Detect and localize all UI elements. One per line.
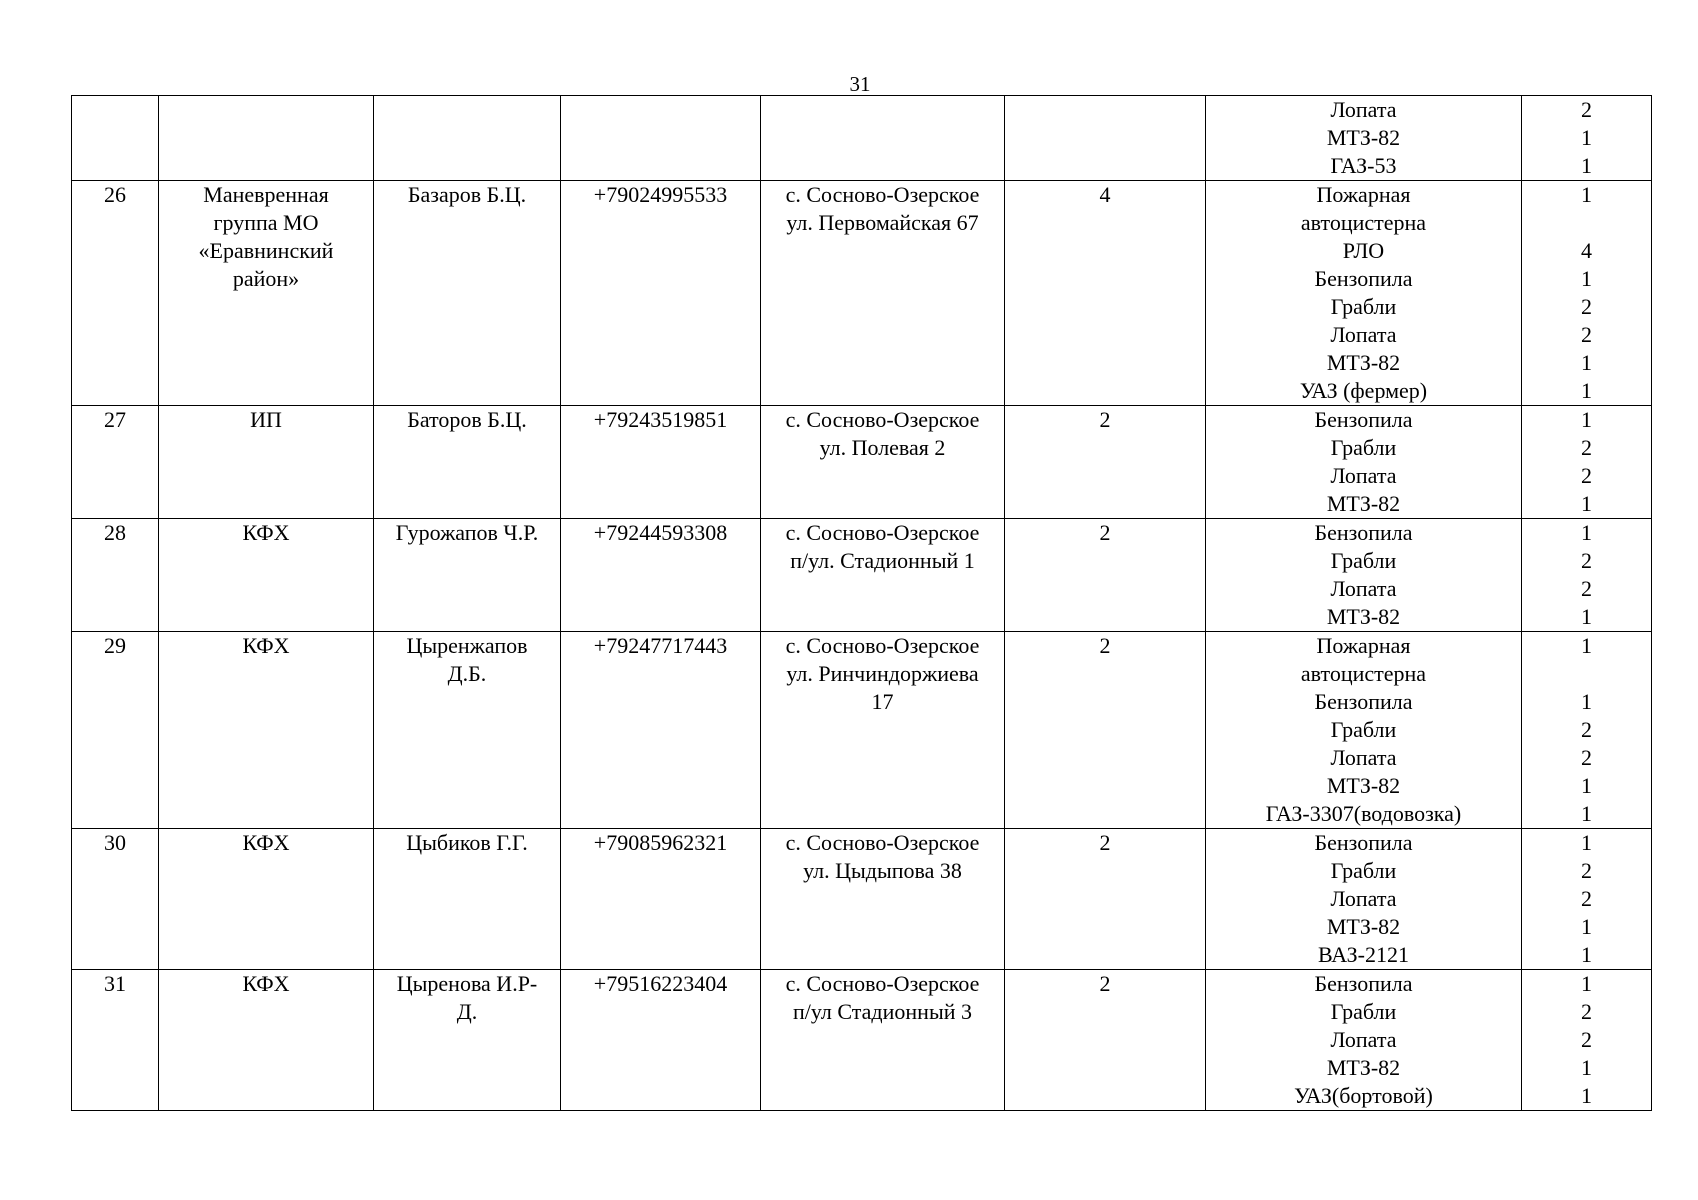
equipment-cell-line: Пожарная xyxy=(1316,633,1411,658)
equipment-cell-line: УАЗ (фермер) xyxy=(1299,378,1428,403)
personnel-count-cell xyxy=(1005,96,1206,181)
equipment-cell-line: Пожарная xyxy=(1316,182,1411,207)
quantity-cell-line: 1 xyxy=(1581,914,1592,939)
row-number-cell-line: 26 xyxy=(104,182,126,207)
equipment-cell-line: МТЗ-82 xyxy=(1326,914,1401,939)
quantity-cell-line: 2 xyxy=(1581,463,1592,488)
quantity-cell-line: 1 xyxy=(1581,633,1592,658)
quantity-cell xyxy=(1522,632,1652,829)
quantity-cell-line: 1 xyxy=(1581,520,1592,545)
row-number-cell xyxy=(72,181,159,406)
table-row xyxy=(72,970,1652,1111)
responsible-person-cell xyxy=(374,519,561,632)
responsible-person-cell xyxy=(374,96,561,181)
quantity-cell-line: 1 xyxy=(1581,266,1592,291)
quantity-cell-line: 2 xyxy=(1581,1027,1592,1052)
address-cell-line: с. Сосново-Озерское xyxy=(785,520,980,545)
organization-cell xyxy=(159,519,374,632)
equipment-cell-line: ГАЗ-3307(водовозка) xyxy=(1265,801,1462,826)
phone-cell xyxy=(561,519,761,632)
row-number-cell xyxy=(72,406,159,519)
row-number-cell-line: 28 xyxy=(104,520,126,545)
equipment-cell-line: Лопата xyxy=(1330,886,1397,911)
equipment-cell-line: МТЗ-82 xyxy=(1326,773,1401,798)
address-cell-line: п/ул Стадионный 3 xyxy=(793,999,972,1024)
quantity-cell-line: 2 xyxy=(1581,322,1592,347)
personnel-count-cell-line: 2 xyxy=(1099,971,1111,996)
equipment-cell-line: МТЗ-82 xyxy=(1326,491,1401,516)
quantity-cell xyxy=(1522,970,1652,1111)
equipment-cell-line: Грабли xyxy=(1330,435,1397,460)
address-cell-line: с. Сосново-Озерское xyxy=(785,633,980,658)
phone-cell-line: +79243519851 xyxy=(593,407,728,432)
responsible-person-cell-line: Цыбиков Г.Г. xyxy=(406,830,528,855)
address-cell-line: с. Сосново-Озерское xyxy=(785,971,980,996)
equipment-cell-line: УАЗ(бортовой) xyxy=(1294,1083,1433,1108)
personnel-count-cell-line: 2 xyxy=(1099,830,1111,855)
phone-cell-line: +79085962321 xyxy=(593,830,728,855)
equipment-cell-line: Грабли xyxy=(1330,294,1397,319)
phone-cell-line: +79247717443 xyxy=(593,633,728,658)
quantity-cell-line: 1 xyxy=(1581,942,1592,967)
equipment-cell-line: Лопата xyxy=(1330,322,1397,347)
equipment-cell-line: МТЗ-82 xyxy=(1326,604,1401,629)
equipment-cell-line: Лопата xyxy=(1330,576,1397,601)
responsible-person-cell-line: Гурожапов Ч.Р. xyxy=(395,520,539,545)
equipment-cell xyxy=(1206,519,1522,632)
organization-cell xyxy=(159,970,374,1111)
organization-cell-line: КФХ xyxy=(242,633,290,658)
responsible-person-cell xyxy=(374,181,561,406)
equipment-cell-line: Грабли xyxy=(1330,548,1397,573)
quantity-cell-line: 1 xyxy=(1581,801,1592,826)
equipment-cell-line: Бензопила xyxy=(1314,407,1413,432)
quantity-cell xyxy=(1522,829,1652,970)
quantity-cell-line xyxy=(1526,660,1647,688)
quantity-cell-line: 1 xyxy=(1581,491,1592,516)
quantity-cell-line: 1 xyxy=(1581,1055,1592,1080)
quantity-cell-line: 1 xyxy=(1581,604,1592,629)
quantity-cell-line: 2 xyxy=(1581,435,1592,460)
equipment-cell-line: МТЗ-82 xyxy=(1326,1055,1401,1080)
row-number-cell-line: 29 xyxy=(104,633,126,658)
quantity-cell-line: 2 xyxy=(1581,576,1592,601)
quantity-cell-line: 1 xyxy=(1581,773,1592,798)
equipment-cell-line: Грабли xyxy=(1330,999,1397,1024)
quantity-cell-line: 2 xyxy=(1581,294,1592,319)
address-cell xyxy=(761,96,1005,181)
equipment-cell-line: МТЗ-82 xyxy=(1326,350,1401,375)
equipment-cell xyxy=(1206,632,1522,829)
phone-cell xyxy=(561,181,761,406)
row-number-cell-line xyxy=(76,96,154,124)
equipment-cell-line: Бензопила xyxy=(1314,971,1413,996)
quantity-cell-line: 2 xyxy=(1581,717,1592,742)
organization-cell xyxy=(159,96,374,181)
equipment-cell-line: Лопата xyxy=(1330,1027,1397,1052)
table-row xyxy=(72,406,1652,519)
organization-cell-line: КФХ xyxy=(242,971,290,996)
organization-cell xyxy=(159,406,374,519)
address-cell-line: ул. Полевая 2 xyxy=(819,435,946,460)
quantity-cell-line: 1 xyxy=(1581,971,1592,996)
quantity-cell-line: 1 xyxy=(1581,153,1592,178)
address-cell-line: с. Сосново-Озерское xyxy=(785,407,980,432)
personnel-count-cell xyxy=(1005,406,1206,519)
table-row xyxy=(72,519,1652,632)
quantity-cell-line: 2 xyxy=(1581,999,1592,1024)
equipment-cell-line: Лопата xyxy=(1330,745,1397,770)
phone-cell-line xyxy=(565,96,756,124)
organization-cell-line: КФХ xyxy=(242,830,290,855)
address-cell-line: ул. Цыдыпова 38 xyxy=(803,858,962,883)
phone-cell xyxy=(561,96,761,181)
page-number: 31 xyxy=(849,72,871,96)
quantity-cell xyxy=(1522,519,1652,632)
equipment-cell-line: МТЗ-82 xyxy=(1326,125,1401,150)
responsible-person-cell xyxy=(374,406,561,519)
organization-cell-line: «Еравнинский xyxy=(198,238,334,263)
equipment-cell xyxy=(1206,406,1522,519)
responsible-person-cell-line: Цыренжапов xyxy=(406,633,528,658)
row-number-cell xyxy=(72,829,159,970)
address-cell-line: 17 xyxy=(871,689,894,714)
table-row xyxy=(72,181,1652,406)
address-cell xyxy=(761,406,1005,519)
table-row xyxy=(72,96,1652,181)
quantity-cell-line: 1 xyxy=(1581,378,1592,403)
personnel-count-cell xyxy=(1005,632,1206,829)
row-number-cell xyxy=(72,96,159,181)
responsible-person-cell-line: Базаров Б.Ц. xyxy=(407,182,527,207)
row-number-cell-line: 31 xyxy=(104,971,126,996)
quantity-cell-line: 1 xyxy=(1581,689,1592,714)
address-cell-line: ул. Первомайская 67 xyxy=(786,210,979,235)
responsible-person-cell-line: Д. xyxy=(456,999,478,1024)
quantity-cell xyxy=(1522,406,1652,519)
phone-cell-line: +79516223404 xyxy=(593,971,728,996)
organization-cell xyxy=(159,181,374,406)
equipment-cell-line: Грабли xyxy=(1330,717,1397,742)
phone-cell-line: +79024995533 xyxy=(593,182,728,207)
organization-cell-line: Маневренная xyxy=(203,182,329,207)
equipment-cell xyxy=(1206,829,1522,970)
address-cell-line: с. Сосново-Озерское xyxy=(785,830,980,855)
responsible-person-cell xyxy=(374,970,561,1111)
address-cell xyxy=(761,829,1005,970)
equipment-cell-line: РЛО xyxy=(1342,238,1385,263)
row-number-cell-line: 30 xyxy=(104,830,126,855)
organization-cell xyxy=(159,829,374,970)
row-number-cell xyxy=(72,970,159,1111)
address-cell xyxy=(761,181,1005,406)
quantity-cell-line: 1 xyxy=(1581,182,1592,207)
personnel-count-cell xyxy=(1005,970,1206,1111)
organization-cell-line: группа МО xyxy=(213,210,319,235)
equipment-cell-line: Грабли xyxy=(1330,858,1397,883)
address-cell-line: п/ул. Стадионный 1 xyxy=(790,548,975,573)
address-cell-line: ул. Ринчиндоржиева xyxy=(786,661,979,686)
phone-cell-line: +79244593308 xyxy=(593,520,728,545)
responsible-person-cell xyxy=(374,632,561,829)
equipment-cell-line: автоцистерна xyxy=(1300,661,1427,686)
quantity-cell-line: 1 xyxy=(1581,350,1592,375)
personnel-count-cell xyxy=(1005,829,1206,970)
personnel-count-cell-line: 2 xyxy=(1099,407,1111,432)
quantity-cell xyxy=(1522,96,1652,181)
responsible-person-cell-line: Цыренова И.Р- xyxy=(396,971,538,996)
equipment-cell-line: Бензопила xyxy=(1314,689,1413,714)
equipment-cell xyxy=(1206,96,1522,181)
phone-cell xyxy=(561,632,761,829)
equipment-cell-line: Бензопила xyxy=(1314,830,1413,855)
address-cell-line: с. Сосново-Озерское xyxy=(785,182,980,207)
equipment-cell-line: ВАЗ-2121 xyxy=(1318,942,1409,967)
organization-cell-line: КФХ xyxy=(242,520,290,545)
personnel-count-cell-line xyxy=(1009,96,1201,124)
row-number-cell xyxy=(72,519,159,632)
equipment-cell-line: Бензопила xyxy=(1314,266,1413,291)
organization-cell-line: ИП xyxy=(250,407,282,432)
organization-cell xyxy=(159,632,374,829)
equipment-table xyxy=(71,95,1652,1111)
quantity-cell xyxy=(1522,181,1652,406)
responsible-person-cell-line: Д.Б. xyxy=(447,661,487,686)
phone-cell xyxy=(561,406,761,519)
equipment-cell-line: автоцистерна xyxy=(1300,210,1427,235)
responsible-person-cell-line: Баторов Б.Ц. xyxy=(407,407,527,432)
address-cell xyxy=(761,970,1005,1111)
table-row xyxy=(72,632,1652,829)
personnel-count-cell xyxy=(1005,519,1206,632)
row-number-cell-line: 27 xyxy=(104,407,126,432)
quantity-cell-line: 2 xyxy=(1581,548,1592,573)
equipment-cell-line: ГАЗ-53 xyxy=(1330,153,1397,178)
equipment-cell-line: Лопата xyxy=(1330,97,1397,122)
address-cell xyxy=(761,632,1005,829)
personnel-count-cell-line: 2 xyxy=(1099,633,1111,658)
table-body xyxy=(72,96,1652,1111)
quantity-cell-line: 2 xyxy=(1581,97,1592,122)
table-row xyxy=(72,829,1652,970)
quantity-cell-line: 4 xyxy=(1581,238,1592,263)
quantity-cell-line: 2 xyxy=(1581,886,1592,911)
equipment-cell xyxy=(1206,970,1522,1111)
quantity-cell-line: 1 xyxy=(1581,125,1592,150)
quantity-cell-line xyxy=(1526,209,1647,237)
personnel-count-cell-line: 4 xyxy=(1099,182,1111,207)
address-cell xyxy=(761,519,1005,632)
equipment-cell xyxy=(1206,181,1522,406)
quantity-cell-line: 1 xyxy=(1581,830,1592,855)
phone-cell xyxy=(561,970,761,1111)
quantity-cell-line: 2 xyxy=(1581,745,1592,770)
phone-cell xyxy=(561,829,761,970)
quantity-cell-line: 1 xyxy=(1581,1083,1592,1108)
personnel-count-cell-line: 2 xyxy=(1099,520,1111,545)
personnel-count-cell xyxy=(1005,181,1206,406)
equipment-cell-line: Лопата xyxy=(1330,463,1397,488)
equipment-cell-line: Бензопила xyxy=(1314,520,1413,545)
quantity-cell-line: 1 xyxy=(1581,407,1592,432)
organization-cell-line: район» xyxy=(232,266,300,291)
responsible-person-cell xyxy=(374,829,561,970)
quantity-cell-line: 2 xyxy=(1581,858,1592,883)
row-number-cell xyxy=(72,632,159,829)
